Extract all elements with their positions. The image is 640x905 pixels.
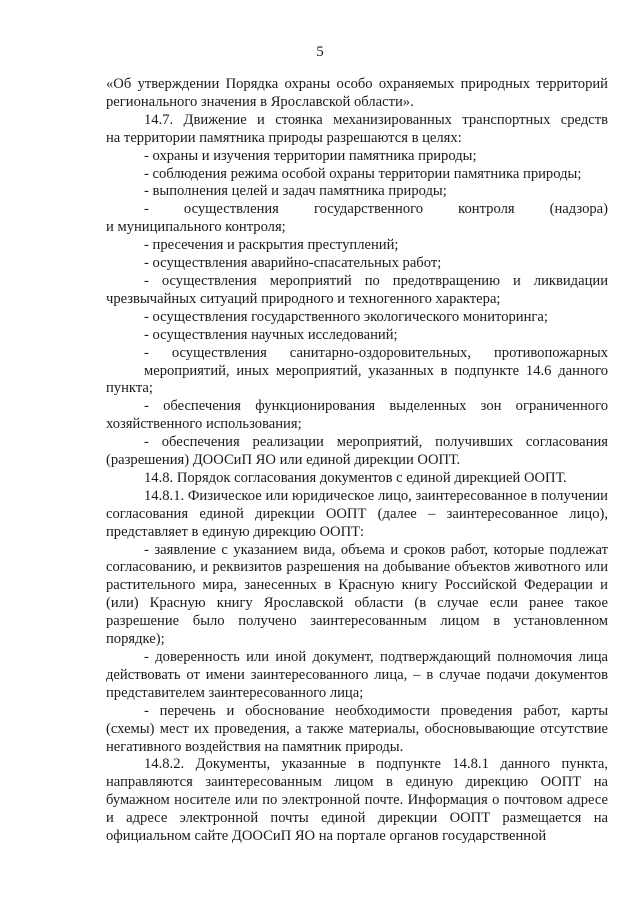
paragraph: - охраны и изучения территории памятника природы; [144, 147, 477, 164]
paragraph: - осуществления государственного экологического мониторинга; [144, 308, 548, 325]
paragraph: - перечень и обоснование необходимости проведения работ, карты (схемы) мест их проведения, а также материалы, обосновывающие отсутствие негативного воздействия на памятник природы. [106, 702, 608, 755]
paragraph: - осуществления аварийно-спасательных работ; [144, 255, 442, 272]
paragraph: - осуществления санитарно-оздоровительных, противопожарных мероприятий, иных мероприятий, указанных в подпункте 14.6 данного пункта; [106, 344, 608, 397]
paragraph: - соблюдения режима особой охраны территории памятника природы; [144, 165, 582, 182]
paragraph: 14.8.1. Физическое или юридическое лицо, заинтересованное в получении согласования единой дирекции ООПТ (далее – заинтересованное лицо), представляет в единую дирекцию ООПТ: [106, 487, 608, 540]
paragraph: - пресечения и раскрытия преступлений; [144, 237, 399, 254]
paragraph: 14.8.2. Документы, указанные в подпункте 14.8.1 данного пункта, направляются заинтересованным лицом в единую дирекцию ООПТ на бумажном носителе или по электронной почте. Информация о почтовом адресе и адресе электронной почты единой дирекции ООПТ размещается на официальном сайте ДООСиП ЯО на портале органов государственной [106, 756, 608, 845]
paragraph: - осуществления мероприятий по предотвращению и ликвидации чрезвычайных ситуаций природного и техногенного характера; [106, 272, 608, 307]
page-number: 5 [316, 44, 324, 60]
paragraph: 14.7. Движение и стоянка механизированных транспортных средств на территории памятника природы разрешаются в целях: [106, 111, 608, 146]
paragraph: - обеспечения функционирования выделенных зон ограниченного хозяйственного использования; [106, 398, 608, 433]
paragraph: - доверенность или иной документ, подтверждающий полномочия лица действовать от имени заинтересованного лица, – в случае подачи документов представителем заинтересованного лица; [106, 649, 608, 701]
document-body [106, 76, 608, 846]
paragraph: «Об утверждении Порядка охраны особо охраняемых природных территорий регионального значения в Ярославской области». [106, 76, 608, 110]
paragraph: - осуществления научных исследований; [144, 326, 398, 343]
paragraph: - обеспечения реализации мероприятий, получивших согласования (разрешения) ДООСиП ЯО или единой дирекции ООПТ. [106, 434, 608, 469]
paragraph: - выполнения целей и задач памятника природы; [144, 183, 447, 200]
paragraph: 14.8. Порядок согласования документов с единой дирекцией ООПТ. [144, 469, 567, 486]
paragraph: - заявление с указанием вида, объема и сроков работ, которые подлежат согласованию, и реквизитов разрешения на добывание объектов животного или растительного мира, занесенных в Красную книгу Российской Федерации и (или) Красную книгу Ярославской области (в случае если ранее такое разрешение было получено заинтересованным лицом в установленном порядке); [106, 541, 608, 648]
paragraph: - осуществления государственного контроля (надзора) и муниципального контроля; [106, 201, 608, 236]
